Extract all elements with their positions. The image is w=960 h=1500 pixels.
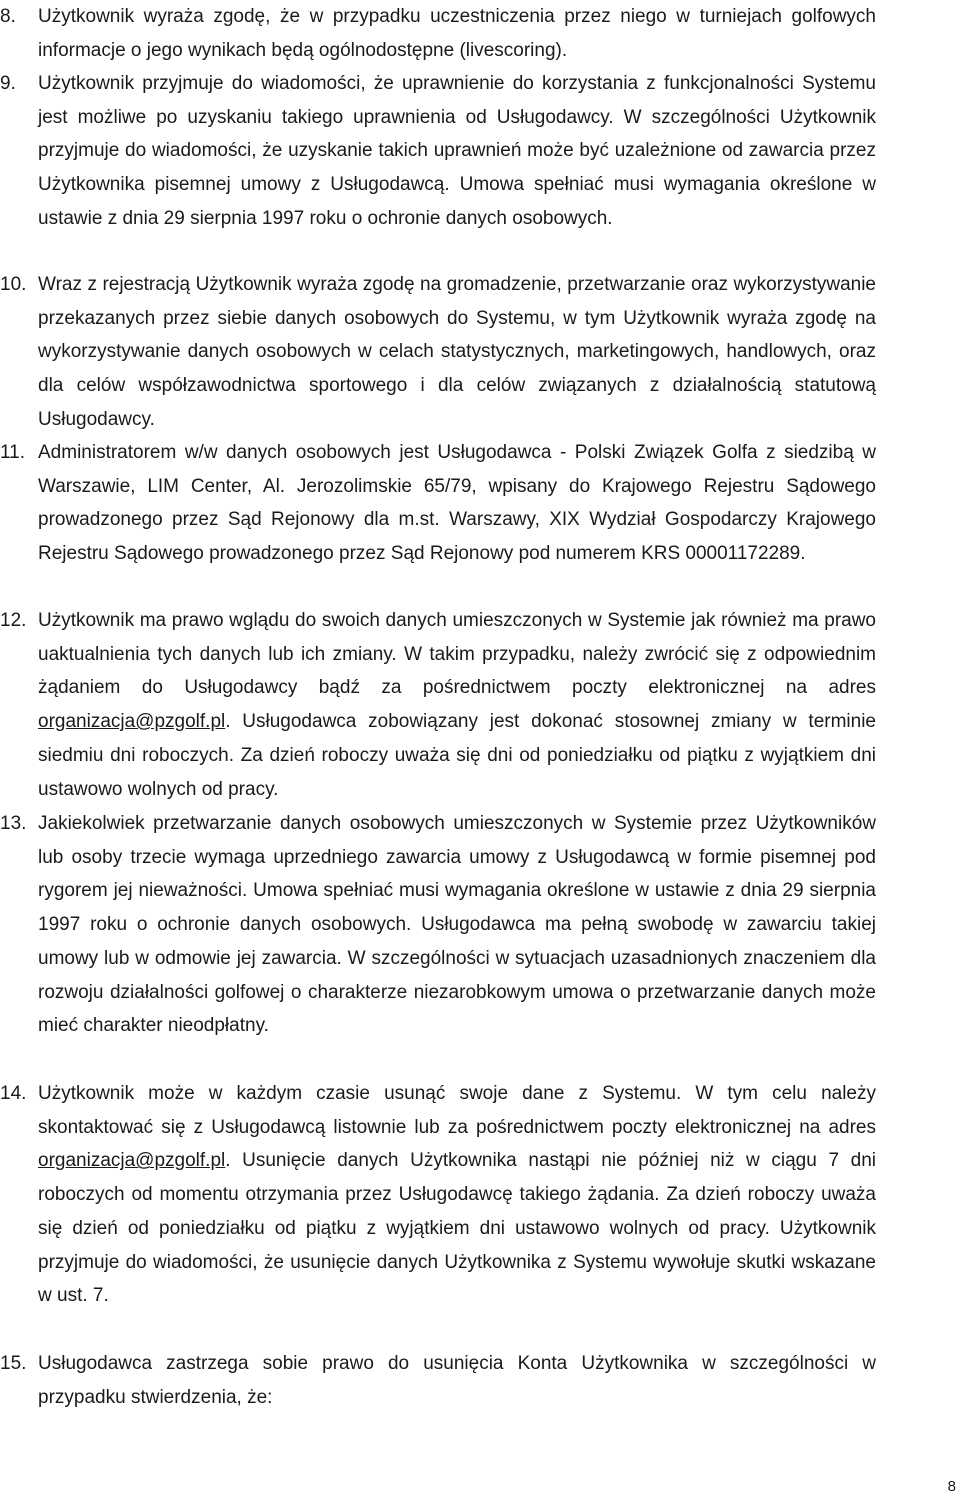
item-text [38, 604, 876, 806]
text-segment: Użytkownik ma prawo wglądu do swoich danych umieszczonych w Systemie jak również ma prawo uaktualnienia tych danych lub ich zmiany. W takim przypadku, należy zwrócić się z odpowiednim żądaniem do Usługodawcy bądź za pośrednictwem poczty elektronicznej na adres [38, 610, 876, 699]
text-segment: . Usunięcie danych Użytkownika nastąpi nie później niż w ciągu 7 dni roboczych od momentu otrzymania przez Usługodawcę takiego żądania. Za dzień roboczy uważa się dzień od poniedziałku od piątku z wyjątkiem dni ustawowo wolnych od pracy. Użytkownik przyjmuje do wiadomości, że usunięcie danych Użytkownika z Systemu wywołuje skutki wskazane w ust. 7. [38, 1150, 876, 1307]
item-text [38, 436, 876, 571]
item-number: 10. [0, 274, 27, 295]
text-segment: Użytkownik przyjmuje do wiadomości, że uprawnienie do korzystania z funkcjonalności Systemu jest możliwe po uzyskaniu takiego uprawnienia od Usługodawcy. W szczególności Użytkownik przyjmuje do wiadomości, że uzyskanie takich uprawnień może być uzależnione od zawarcia przez Użytkownika pisemnej umowy z Usługodawcą. Umowa spełniać musi wymagania określone w ustawie z dnia 29 sierpnia 1997 roku o ochronie danych osobowych. [38, 73, 876, 229]
text-segment: Administratorem w/w danych osobowych jest Usługodawca - Polski Związek Golfa z siedzibą w Warszawie, LIM Center, Al. Jerozolimskie 65/79, wpisany do Krajowego Rejestru Sądowego prowadzonego przez Sąd Rejonowy dla m.st. Warszawy, XIX Wydział Gospodarczy Krajowego Rejestru Sądowego prowadzonego przez Sąd Rejonowy pod numerem KRS 00001172289. [38, 442, 876, 565]
item-number: 9. [0, 73, 16, 94]
text-segment: Jakiekolwiek przetwarzanie danych osobowych umieszczonych w Systemie przez Użytkowników lub osoby trzecie wymaga uprzedniego zawarcia umowy z Usługodawcą w formie pisemnej pod rygorem jej nieważności. Umowa spełniać musi wymagania określone w ustawie z dnia 29 sierpnia 1997 roku o ochronie danych osobowych. Usługodawca ma pełną swobodę w zawarciu takiej umowy lub w odmowie jej zawarcia. W szczególności w sytuacjach uzasadnionych znaczeniem dla rozwoju działalności golfowej o charakterze niezarobkowym umowa o przetwarzanie danych może mieć charakter nieodpłatny. [38, 813, 876, 1037]
item-number: 15. [0, 1353, 27, 1374]
text-segment: Użytkownik może w każdym czasie usunąć swoje dane z Systemu. W tym celu należy skontaktować się z Usługodawcą listownie lub za pośrednictwem poczty elektronicznej na adres [38, 1083, 876, 1138]
item-text [38, 268, 876, 437]
text-segment: Użytkownik wyraża zgodę, że w przypadku uczestniczenia przez niego w turniejach golfowych informacje o jego wynikach będą ogólnodostępne (livescoring). [38, 6, 876, 61]
item-number: 11. [0, 442, 26, 463]
text-segment: Wraz z rejestracją Użytkownik wyraża zgodę na gromadzenie, przetwarzanie oraz wykorzystywanie przekazanych przez siebie danych osobowych do Systemu, w tym Użytkownik wyraża zgodę na wykorzystywanie danych osobowych w celach statystycznych, marketingowych, handlowych, oraz dla celów współzawodnictwa sportowego i dla celów związanych z działalnością statutową Usługodawcy. [38, 274, 876, 430]
email-link[interactable]: organizacja@pzgolf.pl [38, 1150, 226, 1172]
item-text [38, 807, 876, 1043]
item-text [38, 1077, 876, 1313]
text-segment: . Usługodawca zobowiązany jest dokonać stosownej zmiany w terminie siedmiu dni roboczych. Za dzień roboczy uważa się dni od poniedziałku od piątku z wyjątkiem dni ustawowo wolnych od pracy. [38, 711, 876, 800]
item-number: 14. [0, 1083, 27, 1104]
item-number: 13. [0, 813, 27, 834]
text-segment: Usługodawca zastrzega sobie prawo do usunięcia Konta Użytkownika w szczególności w przypadku stwierdzenia, że: [38, 1353, 876, 1408]
item-number: 8. [0, 6, 16, 27]
page-number: 8 [947, 1478, 956, 1495]
item-text [38, 67, 876, 236]
item-text [38, 1347, 876, 1414]
item-text [38, 0, 876, 67]
item-number: 12. [0, 610, 27, 631]
email-link[interactable]: organizacja@pzgolf.pl [38, 711, 226, 733]
